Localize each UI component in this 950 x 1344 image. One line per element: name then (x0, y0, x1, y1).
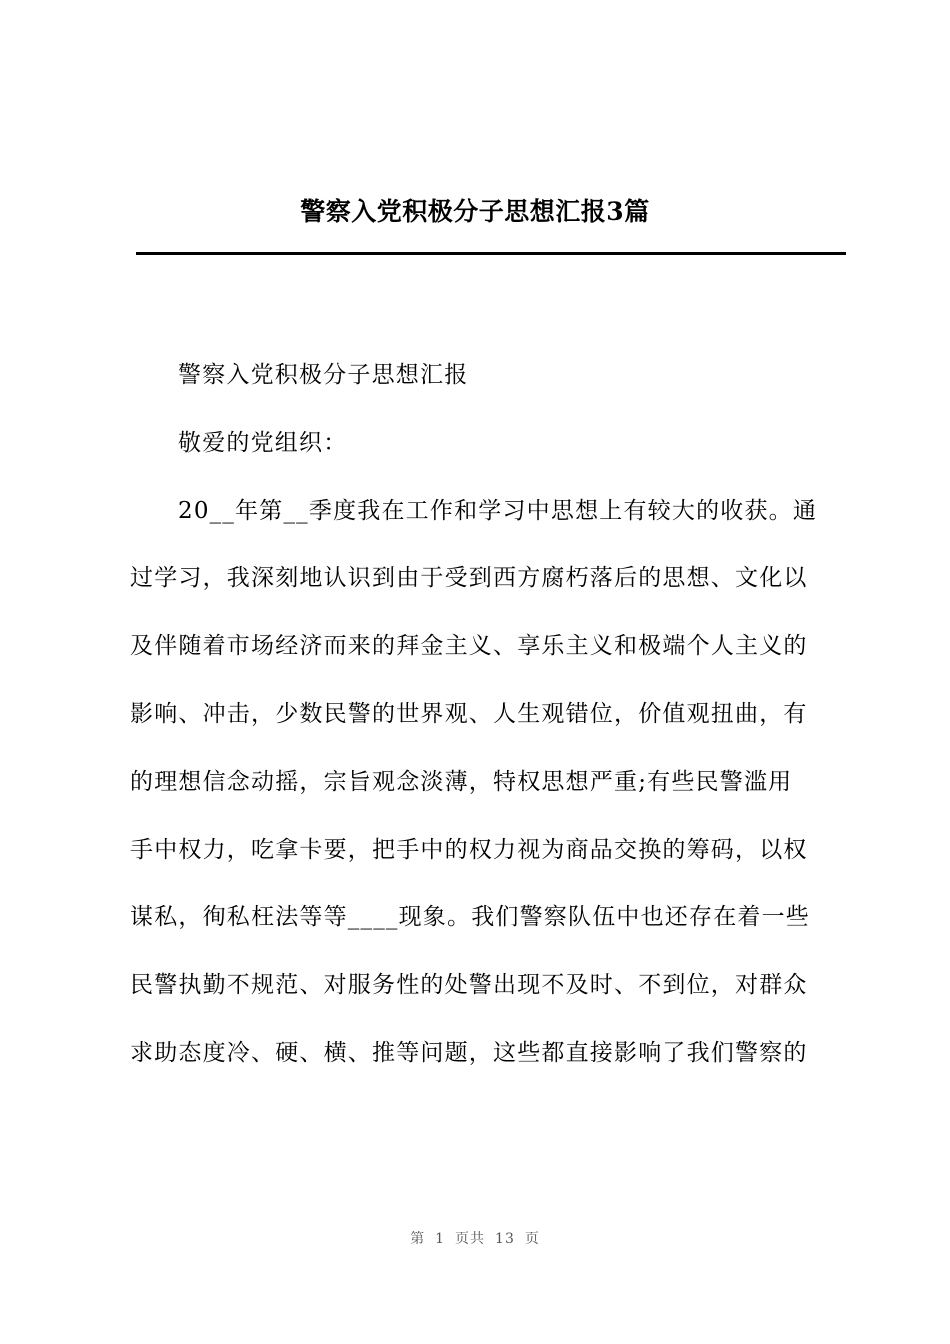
paragraph-line: 及伴随着市场经济而来的拜金主义、享乐主义和极端个人主义的 (130, 633, 808, 660)
paragraph-line: 影响、冲击，少数民警的世界观、人生观错位，价值观扭曲，有 (130, 700, 808, 727)
document-title: 警察入党积极分子思想汇报3篇 (300, 197, 650, 226)
document-body (130, 342, 842, 1088)
paragraph-line: 的理想信念动摇，宗旨观念淡薄，特权思想严重;有些民警滥用 (130, 768, 793, 795)
page-footer (0, 1228, 950, 1248)
salutation: 敬爱的党组织： (178, 429, 348, 456)
current-page-number: 1 (435, 1231, 446, 1247)
paragraph-line: 过学习，我深刻地认识到由于受到西方腐朽落后的思想、文化以 (130, 565, 808, 592)
paragraph-line: 谋私，徇私枉法等等____现象。我们警察队伍中也还存在着一些 (130, 904, 810, 931)
paragraph-line: 20__年第__季度我在工作和学习中思想上有较大的收获。通 (178, 497, 818, 524)
paragraph-line: 手中权力，吃拿卡要，把手中的权力视为商品交换的筹码，以权 (130, 836, 808, 863)
page-label-prefix: 第 (410, 1231, 426, 1247)
paragraph-line: 民警执勤不规范、对服务性的处警出现不及时、不到位，对群众 (130, 972, 808, 999)
body-paragraph (130, 478, 842, 1088)
paragraph-line: 求助态度冷、硬、横、推等问题，这些都直接影响了我们警察的 (130, 1039, 808, 1066)
page-label-mid: 页共 (455, 1231, 486, 1247)
page-label-suffix: 页 (524, 1231, 540, 1247)
section-heading: 警察入党积极分子思想汇报 (178, 362, 469, 388)
title-divider (136, 252, 846, 255)
total-pages-number: 13 (495, 1231, 515, 1247)
